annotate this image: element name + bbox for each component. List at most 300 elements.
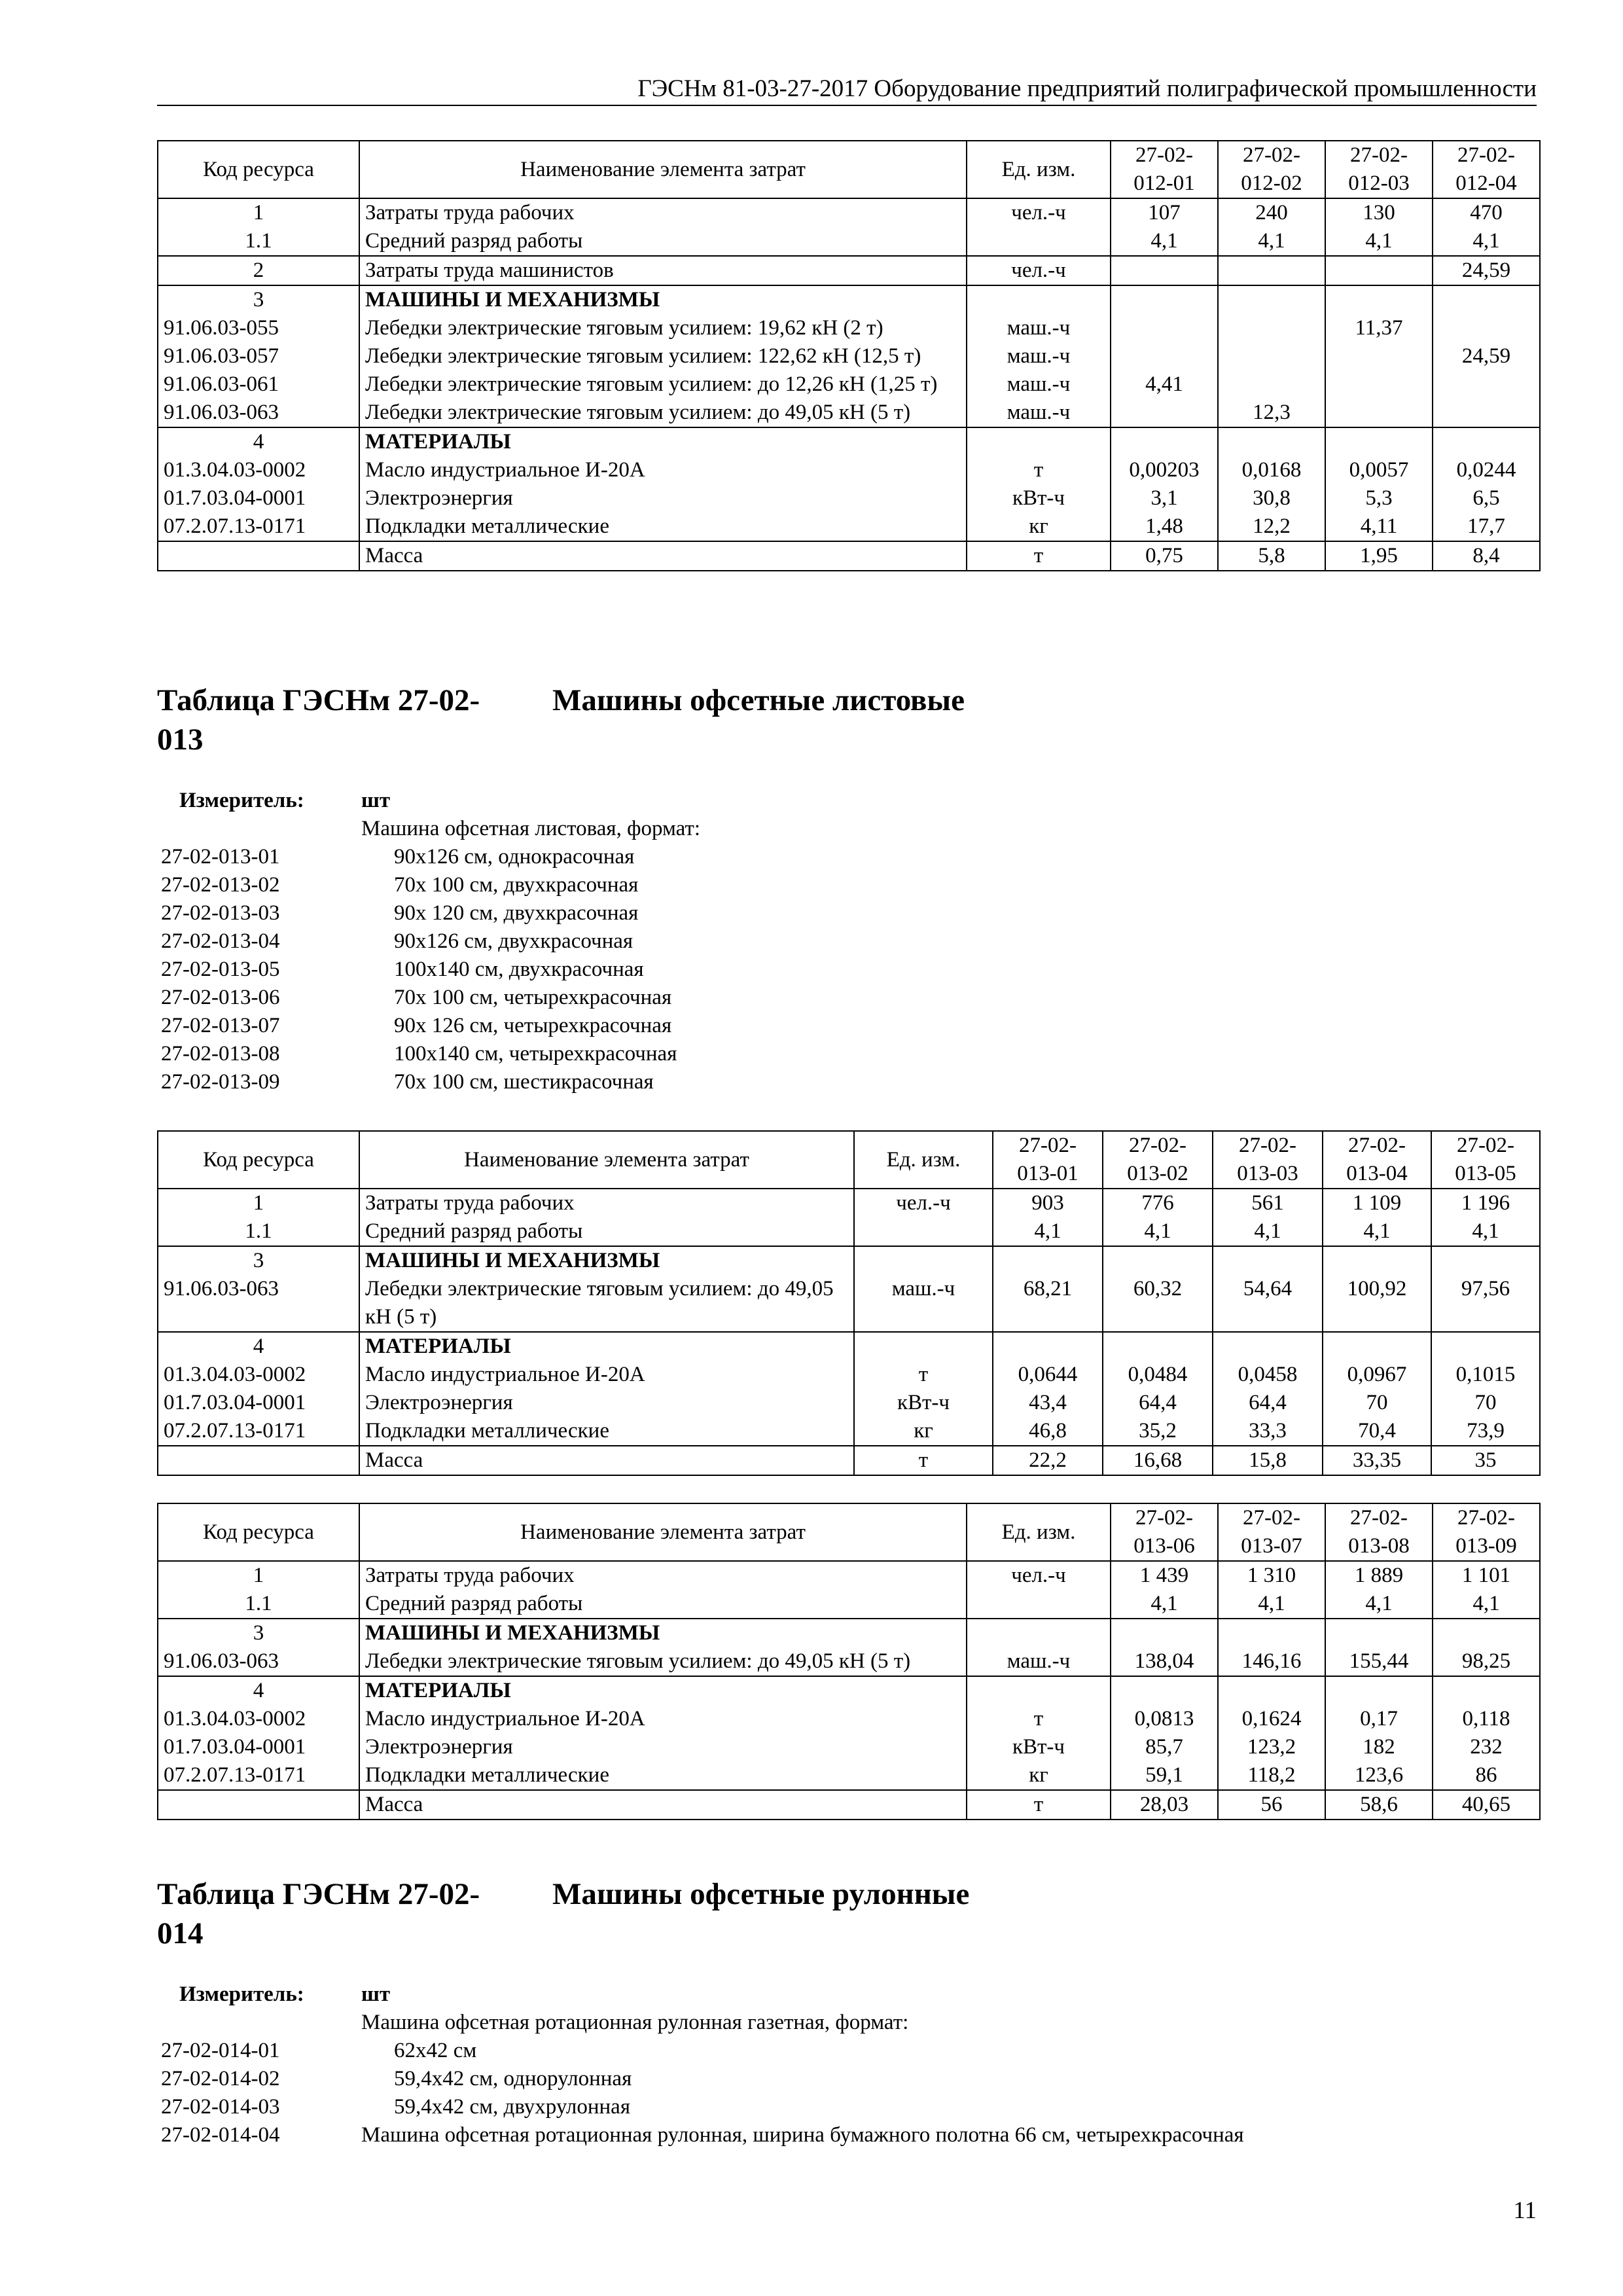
item-description: Машина офсетная ротационная рулонная, ширина бумажного полотна 66 см, четырехкрасочная [361,2123,1244,2147]
cost-item-name: Лебедки электрические тяговым усилием: до 12,26 кН (1,25 т) [359,370,967,399]
cell-value: 130 [1325,198,1433,227]
cell-value: 12,2 [1218,512,1325,541]
cost-item-name: Электроэнергия [359,484,967,512]
table-heading: Машины офсетные рулонные [552,1877,970,1911]
cell-value: 3,1 [1111,484,1218,512]
table-number: Таблица ГЭСНм 27-02-014 [157,1877,480,1950]
unit-of-measure [967,1676,1111,1705]
col-header-value: 27-02- 012-04 [1433,141,1540,198]
col-header-name: Наименование элемента затрат [359,1503,967,1561]
item-description: 90х 126 см, четырехкрасочная [394,1014,672,1037]
cell-value: 17,7 [1433,512,1540,541]
list-item [157,927,1400,956]
cost-item-name: МАШИНЫ И МЕХАНИЗМЫ [359,285,967,314]
col-header-name: Наименование элемента затрат [359,141,967,198]
cell-value: 0,17 [1325,1705,1433,1733]
resource-code: 91.06.03-063 [158,1647,359,1676]
resource-code: 1.1 [158,1590,359,1619]
measure-intro: Машина офсетная листовая, формат: [361,817,701,840]
cell-value [1111,1619,1218,1647]
cell-value: 1 889 [1325,1561,1433,1590]
cell-value: 4,1 [1218,1590,1325,1619]
resource-code: 91.06.03-055 [158,314,359,342]
table-row [158,427,1540,456]
cell-value [1111,285,1218,314]
cell-value [1325,256,1433,285]
unit-of-measure [967,1590,1111,1619]
unit-of-measure: т [967,456,1111,484]
col-header-value: 27-02- 013-08 [1325,1503,1433,1561]
cell-value: 0,0168 [1218,456,1325,484]
cell-value: 5,3 [1325,484,1433,512]
resource-code: 1 [158,1189,359,1217]
cell-value: 0,118 [1433,1705,1540,1733]
unit-of-measure [854,1217,993,1246]
resource-code: 3 [158,285,359,314]
cell-value: 118,2 [1218,1761,1325,1790]
table-row [158,314,1540,342]
cell-value: 43,4 [993,1389,1103,1417]
cell-value: 46,8 [993,1417,1103,1446]
cell-value: 4,1 [1111,227,1218,256]
table-heading: Машины офсетные листовые [552,683,965,717]
cell-value: 40,65 [1433,1790,1540,1820]
list-item [157,1040,1400,1068]
table-row [158,1446,1540,1475]
table-row [158,1761,1540,1790]
table-row [158,1246,1540,1275]
cell-value: 776 [1103,1189,1213,1217]
resource-code: 01.3.04.03-0002 [158,456,359,484]
resource-code: 3 [158,1619,359,1647]
cell-value [1433,285,1540,314]
cell-value: 1 310 [1218,1561,1325,1590]
cell-value [1433,370,1540,399]
col-header-name: Наименование элемента затрат [359,1131,854,1189]
resource-code: 01.7.03.04-0001 [158,1389,359,1417]
cell-value: 35 [1431,1446,1540,1475]
list-item [157,2093,1539,2121]
item-code: 27-02-014-01 [161,2039,280,2062]
cell-value: 4,1 [1325,227,1433,256]
resource-code: 07.2.07.13-0171 [158,1761,359,1790]
cell-value: 0,0644 [993,1361,1103,1389]
cell-value: 903 [993,1189,1103,1217]
cell-value: 98,25 [1433,1647,1540,1676]
cell-value [1111,314,1218,342]
list-item [157,2065,1539,2093]
table-title-014 [157,1874,1335,1953]
table-row [158,1590,1540,1619]
cell-value: 73,9 [1431,1417,1540,1446]
col-header-value: 27-02- 013-09 [1433,1503,1540,1561]
item-code: 27-02-014-02 [161,2067,280,2090]
measure-intro: Машина офсетная ротационная рулонная газетная, формат: [361,2011,909,2034]
cell-value: 6,5 [1433,484,1540,512]
cell-value: 4,1 [1433,227,1540,256]
table-row [158,1189,1540,1217]
table-row [158,399,1540,427]
item-code: 27-02-013-09 [161,1070,280,1094]
unit-of-measure: маш.-ч [967,1647,1111,1676]
cell-value: 4,1 [1218,227,1325,256]
unit-of-measure: чел.-ч [967,198,1111,227]
cell-value: 33,3 [1213,1417,1323,1446]
cell-value: 35,2 [1103,1417,1213,1446]
cell-value [1218,1676,1325,1705]
table-row [158,1389,1540,1417]
cost-item-name: МАТЕРИАЛЫ [359,427,967,456]
cell-value: 12,3 [1218,399,1325,427]
cell-value [1218,342,1325,370]
cell-value: 24,59 [1433,256,1540,285]
resource-code: 01.3.04.03-0002 [158,1361,359,1389]
cell-value: 123,6 [1325,1761,1433,1790]
cost-item-name: Масса [359,1790,967,1820]
cell-value: 0,0244 [1433,456,1540,484]
cell-value: 0,1015 [1431,1361,1540,1389]
col-header-code: Код ресурса [158,141,359,198]
table-row [158,1275,1540,1332]
table-row [158,1733,1540,1761]
list-item [157,843,1400,871]
col-header-value: 27-02- 012-03 [1325,141,1433,198]
cost-item-name: Лебедки электрические тяговым усилием: 122,62 кН (12,5 т) [359,342,967,370]
cell-value [1213,1246,1323,1275]
cell-value [1325,370,1433,399]
cell-value: 4,1 [1433,1590,1540,1619]
cell-value [1325,285,1433,314]
item-code: 27-02-014-04 [161,2123,280,2147]
cell-value [993,1332,1103,1361]
unit-of-measure: кВт-ч [967,484,1111,512]
cell-value: 182 [1325,1733,1433,1761]
table-row [158,198,1540,227]
unit-of-measure: т [854,1446,993,1475]
table-row [158,1619,1540,1647]
unit-of-measure: маш.-ч [967,342,1111,370]
cell-value: 28,03 [1111,1790,1218,1820]
list-item [157,984,1400,1012]
cell-value: 8,4 [1433,541,1540,571]
item-description: 70х 100 см, шестикрасочная [394,1070,654,1094]
col-header-value: 27-02- 013-02 [1103,1131,1213,1189]
resource-code: 2 [158,256,359,285]
cell-value: 4,41 [1111,370,1218,399]
table-row [158,370,1540,399]
item-description: 100х140 см, двухкрасочная [394,958,644,981]
cell-value: 16,68 [1103,1446,1213,1475]
unit-of-measure: т [967,1705,1111,1733]
col-header-value: 27-02- 012-02 [1218,141,1325,198]
unit-of-measure: маш.-ч [967,399,1111,427]
item-description: 70х 100 см, двухкрасочная [394,873,639,897]
resource-code [158,1790,359,1820]
table-row [158,1361,1540,1389]
item-code: 27-02-013-03 [161,901,280,925]
resource-code: 4 [158,1332,359,1361]
cell-value: 70 [1323,1389,1431,1417]
col-header-value: 27-02- 013-03 [1213,1131,1323,1189]
table-row [158,285,1540,314]
list-item [157,899,1400,927]
cell-value [1111,399,1218,427]
cell-value: 1,48 [1111,512,1218,541]
cell-value [1103,1246,1213,1275]
cell-value: 123,2 [1218,1733,1325,1761]
measure-label: Измеритель: [179,1982,304,2006]
list-item [157,1012,1400,1040]
item-code: 27-02-013-05 [161,958,280,981]
cell-value [1111,427,1218,456]
cost-item-name: Масло индустриальное И-20А [359,1705,967,1733]
unit-of-measure: кг [967,1761,1111,1790]
unit-of-measure: кВт-ч [854,1389,993,1417]
cell-value: 11,37 [1325,314,1433,342]
table-row [158,1790,1540,1820]
cell-value [1325,427,1433,456]
unit-of-measure: кг [967,512,1111,541]
cost-item-name: Затраты труда машинистов [359,256,967,285]
cell-value: 85,7 [1111,1733,1218,1761]
cell-value: 4,1 [1213,1217,1323,1246]
cost-item-name: Средний разряд работы [359,1590,967,1619]
unit-of-measure: т [967,1790,1111,1820]
cell-value: 0,00203 [1111,456,1218,484]
cell-value: 155,44 [1325,1647,1433,1676]
list-item [157,871,1400,899]
cost-item-name: Средний разряд работы [359,1217,854,1246]
table-row [158,1676,1540,1705]
cell-value [1111,256,1218,285]
resource-code: 1 [158,198,359,227]
item-code: 27-02-013-02 [161,873,280,897]
resource-code: 1 [158,1561,359,1590]
col-header-value: 27-02- 012-01 [1111,141,1218,198]
col-header-value: 27-02- 013-01 [993,1131,1103,1189]
cell-value: 0,75 [1111,541,1218,571]
col-header-value: 27-02- 013-07 [1218,1503,1325,1561]
item-code: 27-02-013-08 [161,1042,280,1066]
cell-value: 4,1 [1325,1590,1433,1619]
col-header-unit: Ед. изм. [854,1131,993,1189]
cell-value: 58,6 [1325,1790,1433,1820]
cost-item-name: Лебедки электрические тяговым усилием: до 49,05 кН (5 т) [359,399,967,427]
item-description: 90х126 см, двухкрасочная [394,929,633,953]
cell-value [1325,399,1433,427]
table-row [158,256,1540,285]
cost-item-name: МАТЕРИАЛЫ [359,1332,854,1361]
cell-value: 4,1 [1111,1590,1218,1619]
resource-code: 3 [158,1246,359,1275]
cell-value [1323,1246,1431,1275]
cell-value: 1 109 [1323,1189,1431,1217]
cell-value: 1 101 [1433,1561,1540,1590]
item-description: 62х42 см [394,2039,477,2062]
cell-value: 30,8 [1218,484,1325,512]
unit-of-measure: кг [854,1417,993,1446]
cell-value: 0,0484 [1103,1361,1213,1389]
resource-code: 01.7.03.04-0001 [158,484,359,512]
resource-code: 01.3.04.03-0002 [158,1705,359,1733]
table-row [158,456,1540,484]
table-number: Таблица ГЭСНм 27-02-013 [157,683,480,757]
resource-code: 01.7.03.04-0001 [158,1733,359,1761]
cell-value [1103,1332,1213,1361]
cell-value: 54,64 [1213,1275,1323,1332]
item-code: 27-02-014-03 [161,2095,280,2119]
cell-value [1431,1332,1540,1361]
resource-table-013-b [157,1503,1541,1820]
resource-code: 1.1 [158,227,359,256]
unit-of-measure [967,285,1111,314]
cell-value: 24,59 [1433,342,1540,370]
list-item [157,2037,1539,2065]
resource-code: 4 [158,1676,359,1705]
table-row [158,541,1540,571]
cost-item-name: МАШИНЫ И МЕХАНИЗМЫ [359,1619,967,1647]
cost-item-name: Лебедки электрические тяговым усилием: до 49,05 кН (5 т) [359,1647,967,1676]
resource-code: 91.06.03-063 [158,1275,359,1332]
col-header-value: 27-02- 013-06 [1111,1503,1218,1561]
col-header-unit: Ед. изм. [967,141,1111,198]
cell-value [993,1246,1103,1275]
resource-code: 91.06.03-063 [158,399,359,427]
measure-block-014 [157,1981,1539,2149]
cost-item-name: МАШИНЫ И МЕХАНИЗМЫ [359,1246,854,1275]
table-row [158,1332,1540,1361]
cell-value [1218,1619,1325,1647]
cell-value [1218,256,1325,285]
cell-value: 56 [1218,1790,1325,1820]
page-number: 11 [1513,2197,1537,2224]
cell-value: 97,56 [1431,1275,1540,1332]
cost-item-name: Затраты труда рабочих [359,1561,967,1590]
measure-unit: шт [361,1982,391,2006]
unit-of-measure: т [967,541,1111,571]
unit-of-measure: маш.-ч [854,1275,993,1332]
cell-value: 0,0057 [1325,456,1433,484]
cell-value [1433,1676,1540,1705]
cell-value [1218,370,1325,399]
resource-code: 1.1 [158,1217,359,1246]
cell-value: 70,4 [1323,1417,1431,1446]
page-header: ГЭСНм 81-03-27-2017 Оборудование предприятий полиграфической промышленности [157,73,1537,106]
cell-value: 1,95 [1325,541,1433,571]
cell-value: 64,4 [1213,1389,1323,1417]
cell-value: 64,4 [1103,1389,1213,1417]
cell-value: 70 [1431,1389,1540,1417]
cell-value: 4,1 [1103,1217,1213,1246]
cell-value [1213,1332,1323,1361]
cell-value: 4,1 [993,1217,1103,1246]
unit-of-measure [967,427,1111,456]
cell-value [1433,1619,1540,1647]
list-item [157,956,1400,984]
resource-code: 91.06.03-061 [158,370,359,399]
resource-code [158,1446,359,1475]
item-code: 27-02-013-01 [161,845,280,869]
cell-value: 0,0967 [1323,1361,1431,1389]
col-header-code: Код ресурса [158,1503,359,1561]
unit-of-measure [967,227,1111,256]
item-code: 27-02-013-07 [161,1014,280,1037]
col-header-value: 27-02- 013-04 [1323,1131,1431,1189]
item-code: 27-02-013-04 [161,929,280,953]
table-row [158,1561,1540,1590]
cost-item-name: Электроэнергия [359,1733,967,1761]
cell-value: 22,2 [993,1446,1103,1475]
cell-value: 240 [1218,198,1325,227]
unit-of-measure: кВт-ч [967,1733,1111,1761]
resource-table-013-a [157,1130,1541,1476]
resource-code: 07.2.07.13-0171 [158,1417,359,1446]
cell-value [1111,342,1218,370]
table-row [158,342,1540,370]
cell-value: 1 196 [1431,1189,1540,1217]
cell-value: 60,32 [1103,1275,1213,1332]
resource-code: 91.06.03-057 [158,342,359,370]
resource-code: 4 [158,427,359,456]
table-title-013 [157,681,1335,759]
table-row [158,1217,1540,1246]
cost-item-name: Затраты труда рабочих [359,198,967,227]
measure-label: Измеритель: [179,789,304,812]
cell-value: 0,0458 [1213,1361,1323,1389]
item-description: 100х140 см, четырехкрасочная [394,1042,677,1066]
table-row [158,1417,1540,1446]
cell-value: 0,1624 [1218,1705,1325,1733]
cell-value [1218,285,1325,314]
col-header-code: Код ресурса [158,1131,359,1189]
cell-value [1433,314,1540,342]
table-row [158,227,1540,256]
cell-value: 4,11 [1325,512,1433,541]
unit-of-measure [854,1246,993,1275]
cell-value [1431,1246,1540,1275]
list-item [157,1068,1400,1096]
cell-value: 232 [1433,1733,1540,1761]
unit-of-measure: чел.-ч [967,256,1111,285]
cell-value: 107 [1111,198,1218,227]
table-row [158,1647,1540,1676]
cell-value: 100,92 [1323,1275,1431,1332]
cell-value: 59,1 [1111,1761,1218,1790]
measure-block-013 [157,787,1400,1096]
unit-of-measure [967,1619,1111,1647]
measure-unit: шт [361,789,391,812]
col-header-unit: Ед. изм. [967,1503,1111,1561]
cell-value [1433,427,1540,456]
item-code: 27-02-013-06 [161,986,280,1009]
unit-of-measure: чел.-ч [854,1189,993,1217]
cell-value: 15,8 [1213,1446,1323,1475]
cell-value: 5,8 [1218,541,1325,571]
cell-value: 1 439 [1111,1561,1218,1590]
item-description: 90х 120 см, двухкрасочная [394,901,639,925]
cell-value: 470 [1433,198,1540,227]
cost-item-name: Лебедки электрические тяговым усилием: до 49,05 кН (5 т) [359,1275,854,1332]
cell-value [1433,399,1540,427]
cost-item-name: Масло индустриальное И-20А [359,1361,854,1389]
cell-value: 68,21 [993,1275,1103,1332]
item-description: 59,4х42 см, двухрулонная [394,2095,631,2119]
resource-code: 07.2.07.13-0171 [158,512,359,541]
cost-item-name: Электроэнергия [359,1389,854,1417]
cell-value: 4,1 [1431,1217,1540,1246]
unit-of-measure [854,1332,993,1361]
item-description: 90х126 см, однокрасочная [394,845,635,869]
